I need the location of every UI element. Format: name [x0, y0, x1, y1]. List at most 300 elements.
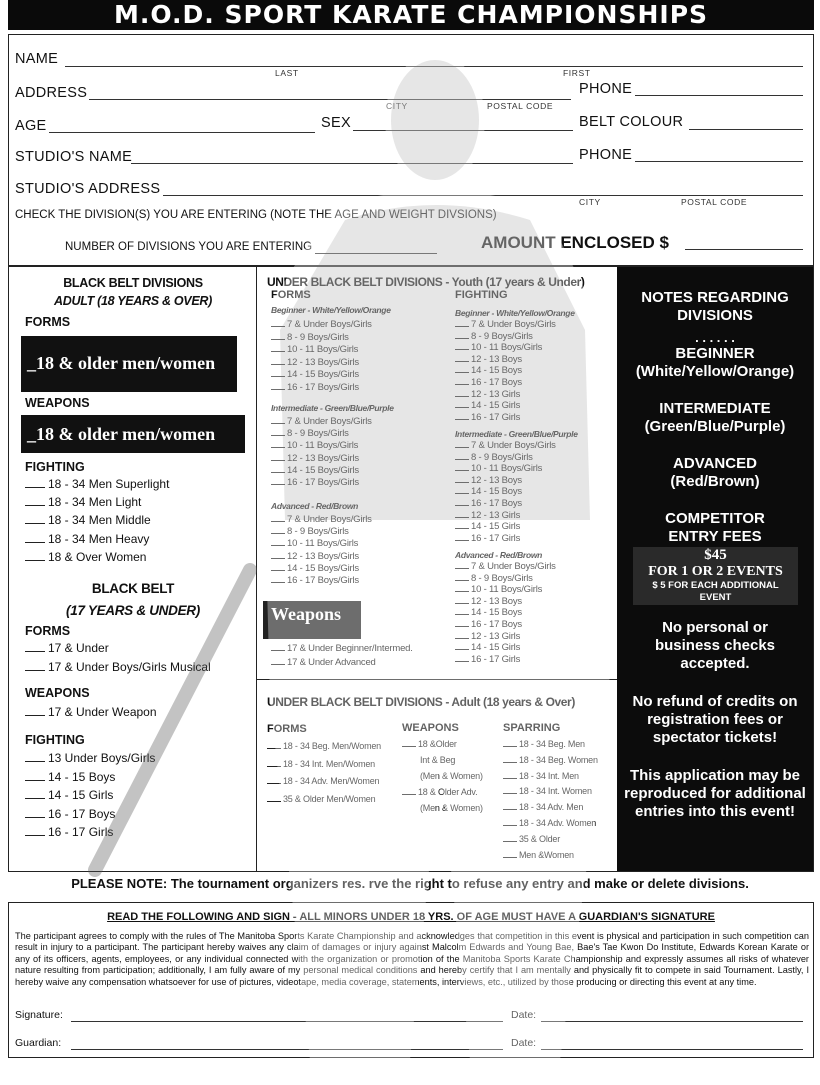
advanced-forms-item-label: 10 - 11 Boys/Girls [287, 538, 359, 550]
ua-weapons-note [420, 803, 483, 813]
bb-forms-label: FORMS [25, 315, 71, 329]
checkbox-blank[interactable] [455, 517, 469, 518]
advanced-fighting-item-label: 16 - 17 Girls [471, 653, 521, 665]
advanced-fighting-item[interactable] [455, 607, 522, 618]
phone-field[interactable] [635, 95, 803, 96]
checkbox-blank[interactable] [455, 603, 469, 604]
checkbox-blank[interactable] [267, 783, 281, 784]
ua-sparring-item-label: Men &Women [519, 849, 574, 860]
checkbox-blank[interactable] [455, 326, 469, 327]
checkbox-blank[interactable] [455, 661, 469, 662]
age-field[interactable] [49, 132, 315, 133]
beginner-fighting-item[interactable] [455, 400, 520, 411]
bb-fighting-item-label: 18 & Over Women [48, 549, 147, 564]
checkbox-blank[interactable] [455, 591, 469, 592]
checkbox-blank[interactable] [455, 384, 469, 385]
advanced-forms-item[interactable] [271, 551, 359, 562]
checkbox-blank[interactable] [455, 505, 469, 506]
reproduce-note: This application may be reproduced for additional entries into this event! [624, 767, 806, 820]
checkbox-blank[interactable] [455, 419, 469, 420]
beginner-fighting-item[interactable] [455, 412, 520, 423]
advanced-fighting-item-label: 10 - 11 Boys/Girls [471, 584, 543, 596]
studio-address-field[interactable] [163, 195, 803, 196]
advanced-fighting-label: Advanced - Red/Brown [455, 550, 543, 560]
advanced-fighting-item-label: 8 - 9 Boys/Girls [471, 572, 533, 584]
ua-weapons-text: 18 &Older [418, 739, 457, 749]
intermediate-fighting-item[interactable] [455, 463, 542, 474]
checkbox-blank[interactable] [271, 570, 285, 571]
bb-fighting-item[interactable] [25, 550, 146, 564]
advanced-fighting-item[interactable] [455, 642, 520, 653]
ua-sparring-item-label: 18 - 34 Int. Women [519, 786, 592, 797]
ua-sparring-item[interactable] [503, 818, 596, 828]
checkbox-blank[interactable] [271, 650, 285, 651]
uy-weapons-item-label: 17 & Under Advanced [287, 656, 376, 668]
youth-fighting-item-label: 16 - 17 Girls [48, 825, 114, 839]
checkbox-blank[interactable] [25, 817, 45, 818]
beginner-forms-item[interactable] [271, 319, 372, 330]
intermediate-fighting-item-label: 7 & Under Boys/Girls [471, 440, 556, 451]
intermediate-fighting-item[interactable] [455, 440, 556, 451]
checkbox-blank[interactable] [455, 372, 469, 373]
ua-weapons-text: Int & Beg [420, 755, 456, 765]
intermediate-fighting-item[interactable] [455, 452, 533, 463]
intermediate-forms-label: Intermediate - Green/Blue/Purple [271, 403, 394, 413]
youth-forms-item-label: 17 & Under Boys/Girls Musical [48, 659, 211, 674]
ua-weapons-note [420, 755, 455, 765]
checkbox-blank[interactable] [267, 766, 281, 767]
youth-fighting-item-label: 14 - 15 Girls [48, 788, 114, 802]
name-label: NAME [15, 51, 59, 67]
intermediate-colors: (Green/Blue/Purple) [644, 418, 786, 435]
divisions-section [8, 266, 814, 872]
ua-forms-item[interactable] [267, 776, 379, 786]
ua-sparring-label: SPARRING [503, 722, 561, 734]
advanced-forms-item[interactable] [271, 563, 359, 574]
beginner-fighting-item-label: 7 & Under Boys/Girls [471, 319, 556, 330]
advanced-fighting-item-label: 14 - 15 Girls [471, 642, 521, 654]
beginner-fighting-item-label: 8 - 9 Boys/Girls [471, 330, 533, 342]
intermediate-fighting-item-label: 12 - 13 Boys [471, 474, 522, 486]
beginner-forms-item[interactable] [271, 332, 349, 343]
intermediate-fighting-item[interactable] [455, 475, 522, 486]
checkbox-blank[interactable] [25, 542, 45, 543]
youth-forms-item[interactable] [25, 641, 109, 655]
last-label: LAST [275, 68, 299, 78]
advanced-fighting-item[interactable] [455, 573, 533, 584]
beginner-fighting-label: Beginner - White/Yellow/Orange [455, 308, 575, 318]
youth-forms-item-label: 17 & Under [48, 641, 109, 655]
checkbox-blank[interactable] [455, 338, 469, 339]
beginner-forms-item[interactable] [271, 369, 359, 380]
checkbox-blank[interactable] [267, 801, 281, 802]
checkbox-blank[interactable] [271, 533, 285, 534]
advanced-forms-item-label: 16 - 17 Boys/Girls [287, 575, 359, 586]
checkbox-blank[interactable] [455, 482, 469, 483]
checkbox-blank[interactable] [271, 460, 285, 461]
advanced-fighting-item-label: 16 - 17 Boys [471, 619, 522, 630]
num-divisions-label: NUMBER OF DIVISIONS YOU ARE ENTERING [65, 241, 313, 253]
checkbox-blank[interactable] [503, 778, 517, 779]
bb-fighting-label: FIGHTING [25, 460, 85, 474]
checkbox-blank[interactable] [271, 339, 285, 340]
advanced-forms-item-label: 12 - 13 Boys/Girls [287, 550, 359, 562]
checkbox-blank[interactable] [455, 528, 469, 529]
belt-colour-label: BELT COLOUR [579, 114, 684, 130]
beginner-title: BEGINNER [675, 345, 755, 362]
sex-label: SEX [321, 115, 351, 131]
intermediate-forms-item[interactable] [271, 428, 349, 439]
page-title: M.O.D. SPORT KARATE CHAMPIONSHIPS [8, 0, 814, 30]
signature-field[interactable] [71, 1021, 503, 1022]
bb-fighting-item-label: 18 - 34 Men Light [48, 495, 142, 510]
beginner-fighting-item[interactable] [455, 342, 542, 353]
fee-events: FOR 1 OR 2 EVENTS [648, 564, 783, 579]
ua-sparring-item[interactable] [503, 786, 592, 796]
checkbox-blank[interactable] [271, 664, 285, 665]
ua-forms-item-label: 35 & Older Men/Women [283, 793, 376, 804]
checkbox-blank[interactable] [455, 580, 469, 581]
checkbox-blank[interactable] [25, 487, 45, 488]
advanced-forms-item-label: 14 - 15 Boys/Girls [287, 562, 359, 574]
checkbox-blank[interactable] [455, 470, 469, 471]
youth-fighting-item[interactable] [25, 751, 155, 765]
black-belt-column [9, 267, 257, 871]
youth-forms-label: FORMS [25, 624, 71, 638]
checkbox-blank[interactable] [455, 493, 469, 494]
advanced-forms-label: Advanced - Red/Brown [271, 501, 359, 511]
intermediate-fighting-item-label: 14 - 15 Girls [471, 521, 521, 533]
intermediate-fighting-item-label: 16 - 17 Girls [471, 532, 521, 544]
beginner-forms-item-label: 10 - 11 Boys/Girls [287, 344, 359, 355]
checkbox-blank[interactable] [25, 505, 45, 506]
advanced-fighting-item[interactable] [455, 596, 522, 607]
advanced-fighting-item-label: 12 - 13 Girls [471, 630, 521, 642]
uy-fighting-label: FIGHTING [455, 289, 508, 301]
intermediate-forms-item[interactable] [271, 465, 359, 476]
black-belt-heading: BLACK BELT DIVISIONS [63, 276, 203, 290]
checkbox-blank[interactable] [271, 364, 285, 365]
studio-postal-label: POSTAL CODE [681, 197, 748, 207]
ua-sparring-item[interactable] [503, 802, 583, 812]
checkbox-blank[interactable] [25, 670, 45, 671]
checkbox-blank[interactable] [271, 389, 285, 390]
fee-amount: $45 [704, 547, 727, 563]
ua-weapons-label: WEAPONS [402, 722, 459, 734]
checkbox-blank[interactable] [455, 540, 469, 541]
checkbox-blank[interactable] [25, 715, 45, 716]
beginner-forms-label: Beginner - White/Yellow/Orange [271, 305, 391, 315]
advanced-forms-item-label: 8 - 9 Boys/Girls [287, 526, 349, 538]
waiver-section [8, 902, 814, 1058]
youth-fighting-item-label: 13 Under Boys/Girls [48, 751, 156, 765]
ua-forms-label: FORMS [267, 723, 307, 735]
ua-sparring-item[interactable] [503, 850, 574, 860]
beginner-fighting-item-label: 16 - 17 Boys [471, 377, 522, 388]
checkbox-blank[interactable] [455, 349, 469, 350]
checkbox-blank[interactable] [503, 746, 517, 747]
guardian-label: Guardian: [15, 1037, 62, 1049]
intermediate-fighting-item-label: 8 - 9 Boys/Girls [471, 451, 533, 463]
checkbox-blank[interactable] [503, 793, 517, 794]
youth-weapons-item-label: 17 & Under Weapon [48, 705, 157, 719]
advanced-fighting-item-label: 14 - 15 Boys [471, 607, 522, 619]
ua-forms-item-label: 18 - 34 Beg. Men/Women [283, 741, 381, 751]
checkbox-blank[interactable] [271, 545, 285, 546]
amount-field[interactable] [685, 249, 803, 250]
youth-fighting-label: FIGHTING [25, 733, 85, 747]
ua-sparring-item[interactable] [503, 739, 585, 749]
ua-forms-item-label: 18 - 34 Int. Men/Women [283, 758, 375, 769]
checkbox-blank[interactable] [503, 825, 517, 826]
advanced-fighting-item[interactable] [455, 584, 542, 595]
amount-label: AMOUNT ENCLOSED $ [481, 233, 669, 252]
beginner-forms-item[interactable] [271, 382, 359, 393]
intermediate-forms-item[interactable] [271, 477, 359, 488]
ua-forms-item[interactable] [267, 741, 381, 751]
address-field[interactable] [89, 99, 571, 100]
checkbox-blank[interactable] [25, 798, 45, 799]
beginner-forms-item[interactable] [271, 357, 359, 368]
youth-fighting-item-label: 16 - 17 Boys [48, 806, 116, 821]
notes-dots: . . . . . . [695, 330, 735, 345]
ua-forms-item[interactable] [267, 759, 375, 769]
checkbox-blank[interactable] [271, 351, 285, 352]
bb-fighting-item-label: 18 - 34 Men Heavy [48, 531, 150, 546]
beginner-fighting-item[interactable] [455, 377, 522, 388]
intermediate-forms-item-label: 16 - 17 Boys/Girls [287, 477, 359, 488]
intermediate-forms-item-label: 10 - 11 Boys/Girls [287, 440, 359, 452]
youth-fighting-item[interactable] [25, 788, 113, 802]
intermediate-forms-item[interactable] [271, 453, 359, 464]
checkbox-blank[interactable] [271, 423, 285, 424]
beginner-forms-item-label: 16 - 17 Boys/Girls [287, 381, 359, 393]
age-label: AGE [15, 118, 47, 134]
advanced-fighting-item[interactable] [455, 619, 522, 630]
uy-weapons-item[interactable] [271, 643, 413, 654]
bb-fighting-item[interactable] [25, 532, 149, 546]
advanced-forms-item-label: 7 & Under Boys/Girls [287, 514, 372, 525]
uy-forms-label: FORMS [271, 289, 311, 301]
no-refund-note: No refund of credits on registration fees or spectator tickets! [632, 693, 798, 746]
advanced-forms-item[interactable] [271, 575, 359, 586]
advanced-colors: (Red/Brown) [670, 473, 760, 490]
youth-weapons-item[interactable] [25, 705, 157, 719]
beginner-forms-item[interactable] [271, 344, 358, 355]
intermediate-fighting-item[interactable] [455, 510, 520, 521]
intermediate-forms-item[interactable] [271, 416, 372, 427]
beginner-forms-item-label: 12 - 13 Boys/Girls [287, 356, 359, 368]
intermediate-fighting-item-label: 14 - 15 Boys [471, 486, 522, 498]
guardian-field[interactable] [71, 1049, 503, 1050]
studio-name-label: STUDIO'S NAME [15, 149, 133, 165]
uy-weapons-item[interactable] [271, 657, 376, 668]
beginner-fighting-item[interactable] [455, 331, 533, 342]
intermediate-forms-item-label: 14 - 15 Boys/Girls [287, 464, 359, 476]
checkbox-blank[interactable] [271, 376, 285, 377]
num-divisions-field[interactable] [315, 253, 437, 254]
intermediate-fighting-item-label: 12 - 13 Girls [471, 509, 521, 521]
uy-weapons-item-label: 17 & Under Beginner/Intermed. [287, 643, 413, 654]
beginner-forms-item-label: 8 - 9 Boys/Girls [287, 331, 349, 343]
ua-forms-item[interactable] [267, 794, 375, 804]
ua-sparring-item-label: 18 - 34 Adv. Women [519, 818, 597, 828]
beginner-fighting-item[interactable] [455, 365, 522, 376]
checkbox-blank[interactable] [25, 780, 45, 781]
ua-sparring-item[interactable] [503, 755, 598, 765]
checkbox-blank[interactable] [503, 762, 517, 763]
checkbox-blank[interactable] [271, 484, 285, 485]
advanced-forms-item[interactable] [271, 526, 349, 537]
ua-sparring-item-label: 18 - 34 Adv. Men [519, 802, 584, 813]
no-checks-note: No personal or business checks accepted. [654, 619, 776, 672]
belt-colour-field[interactable] [689, 129, 803, 130]
studio-phone-field[interactable] [635, 161, 803, 162]
intermediate-fighting-label: Intermediate - Green/Blue/Purple [455, 429, 578, 439]
adult-heading: ADULT (18 YEARS & OVER) [54, 294, 212, 308]
advanced-fighting-item-label: 7 & Under Boys/Girls [471, 561, 556, 572]
date-label: Date: [511, 1009, 537, 1021]
weapons-box: Weapons [263, 601, 361, 639]
checkbox-blank[interactable] [271, 447, 285, 448]
studio-phone-label: PHONE [579, 147, 633, 163]
advanced-fighting-item[interactable] [455, 631, 520, 642]
fee-additional: $ 5 FOR EACH ADDITIONAL EVENT [652, 580, 779, 603]
bb-forms-box[interactable]: _18 & older men/women [21, 336, 237, 392]
checkbox-blank[interactable] [455, 568, 469, 569]
checkbox-blank[interactable] [402, 746, 416, 747]
beginner-fighting-item[interactable] [455, 319, 556, 330]
signature-label: Signature: [15, 1009, 63, 1021]
sex-field[interactable] [353, 130, 573, 131]
checkbox-blank[interactable] [503, 809, 517, 810]
intermediate-fighting-item[interactable] [455, 498, 522, 509]
advanced-fighting-item[interactable] [455, 561, 556, 572]
checkbox-blank[interactable] [271, 521, 285, 522]
beginner-fighting-item-label: 12 - 13 Girls [471, 388, 521, 400]
beginner-forms-item-label: 7 & Under Boys/Girls [287, 319, 372, 330]
fee-box [633, 547, 798, 605]
beginner-fighting-item[interactable] [455, 389, 520, 400]
under-black-belt-column [257, 267, 617, 871]
intermediate-title: INTERMEDIATE [659, 400, 771, 417]
please-note: PLEASE NOTE: The tournament organizers res. rve the right to refuse any entry and make or delete divisions. [71, 876, 749, 891]
youth-weapons-label: WEAPONS [25, 686, 90, 700]
under-youth-heading: UNDER BLACK BELT DIVISIONS - Youth (17 years & Under) [267, 275, 585, 289]
checkbox-blank[interactable] [455, 638, 469, 639]
ua-weapons-text: 18 & Older Adv. [418, 787, 478, 797]
bb-weapons-box[interactable]: _18 & older men/women [21, 415, 245, 453]
bb-fighting-item[interactable] [25, 477, 169, 491]
checkbox-blank[interactable] [25, 560, 45, 561]
intermediate-forms-item[interactable] [271, 440, 358, 451]
intermediate-fighting-item[interactable] [455, 486, 522, 497]
beginner-fighting-item[interactable] [455, 354, 522, 365]
waiver-heading: READ THE FOLLOWING AND SIGN - ALL MINORS UNDER 18 YRS. OF AGE MUST HAVE A GUARDIAN'S SIGNATURE [107, 911, 715, 923]
studio-name-field[interactable] [131, 163, 573, 164]
checkbox-blank[interactable] [503, 841, 517, 842]
checkbox-blank[interactable] [25, 835, 45, 836]
ua-sparring-item[interactable] [503, 771, 579, 781]
checkbox-blank[interactable] [271, 558, 285, 559]
bb-weapons-label: WEAPONS [25, 396, 90, 410]
youth-fighting-item[interactable] [25, 807, 115, 821]
checkbox-blank[interactable] [271, 435, 285, 436]
checkbox-blank[interactable] [402, 794, 416, 795]
guardian-date-field[interactable] [541, 1049, 803, 1050]
beginner-fighting-item-label: 16 - 17 Girls [471, 411, 521, 423]
studio-address-label: STUDIO'S ADDRESS [15, 181, 161, 197]
ua-weapons-item[interactable] [402, 739, 457, 749]
first-label: FIRST [563, 68, 591, 78]
ua-weapons-text: (Men & Women) [420, 771, 483, 781]
checkbox-blank[interactable] [503, 857, 517, 858]
address-label: ADDRESS [15, 85, 88, 101]
registration-form [8, 34, 814, 266]
beginner-fighting-item-label: 10 - 11 Boys/Girls [471, 342, 543, 354]
beginner-fighting-item-label: 14 - 15 Boys [471, 365, 522, 377]
bb-fighting-item-label: 18 - 34 Men Middle [48, 513, 151, 528]
waiver-text: The participant agrees to comply with the rules of The Manitoba Sports Karate Championship and acknowledges that competition in this event is physical and participation in such competition can result in injury to a participant. The participant hereby waives any claim of damages or injury against Malcolm Edwards and Young Bae, Bae's Tae Kwon Do Institute, Edwards Korean Karate or any of its officers, agents, employees, or any individual connected with the organization or promotion of the Manitoba Sports Karate Championship and expressly assumes all risks of whatever nature resulting from participation; additionally, I am fully aware of my personal medical conditions and hereby certify that I am mentally and physically fit to compete in said Tournament. Lastly, I hereby waive any compensation whatsoever for use of pictures, videotape, media coverage, statements, interviews, etc., utilized by those producing or directing this event at any time. [15, 931, 809, 987]
checkbox-blank[interactable] [455, 626, 469, 627]
ua-sparring-item-label: 18 - 34 Beg. Women [519, 754, 598, 765]
checkbox-blank[interactable] [455, 447, 469, 448]
youth-fighting-item-label: 14 - 15 Boys [48, 769, 116, 784]
checkbox-blank[interactable] [455, 361, 469, 362]
bb-fighting-item[interactable] [25, 513, 151, 527]
checkbox-blank[interactable] [25, 761, 45, 762]
ua-weapons-item[interactable] [402, 787, 477, 797]
notes-heading: NOTES REGARDING DIVISIONS [641, 289, 789, 324]
city-label: CITY [386, 101, 408, 111]
checkbox-blank[interactable] [267, 748, 281, 749]
check-instruction: CHECK THE DIVISION(S) YOU ARE ENTERING (NOTE THE AGE AND WEIGHT DIVSIONS) [15, 209, 497, 221]
checkbox-blank[interactable] [455, 649, 469, 650]
beginner-forms-item-label: 14 - 15 Boys/Girls [287, 369, 359, 380]
youth-fighting-item[interactable] [25, 770, 115, 784]
checkbox-blank[interactable] [455, 396, 469, 397]
date-field[interactable] [541, 1021, 803, 1022]
name-field[interactable] [65, 66, 803, 67]
ua-sparring-item[interactable] [503, 834, 560, 844]
ua-forms-item-label: 18 - 34 Adv. Men/Women [283, 776, 380, 786]
advanced-forms-item[interactable] [271, 538, 358, 549]
intermediate-fighting-item[interactable] [455, 533, 520, 544]
bb-fighting-item[interactable] [25, 495, 141, 509]
date2-label: Date: [511, 1037, 537, 1049]
checkbox-blank[interactable] [271, 472, 285, 473]
intermediate-fighting-item[interactable] [455, 521, 520, 532]
checkbox-blank[interactable] [271, 582, 285, 583]
advanced-forms-item[interactable] [271, 514, 372, 525]
notes-column [617, 267, 813, 871]
checkbox-blank[interactable] [25, 651, 45, 652]
checkbox-blank[interactable] [455, 614, 469, 615]
youth-forms-item[interactable] [25, 660, 211, 674]
checkbox-blank[interactable] [455, 407, 469, 408]
advanced-fighting-item[interactable] [455, 654, 520, 665]
intermediate-forms-item-label: 12 - 13 Boys/Girls [287, 452, 359, 464]
checkbox-blank[interactable] [271, 326, 285, 327]
advanced-title: ADVANCED [673, 455, 757, 472]
fees-heading: COMPETITOR ENTRY FEES [665, 510, 765, 545]
youth-fighting-item[interactable] [25, 825, 113, 839]
checkbox-blank[interactable] [455, 459, 469, 460]
checkbox-blank[interactable] [25, 523, 45, 524]
intermediate-forms-item-label: 8 - 9 Boys/Girls [287, 428, 349, 440]
intermediate-fighting-item-label: 10 - 11 Boys/Girls [471, 463, 543, 475]
phone-label: PHONE [579, 81, 633, 97]
